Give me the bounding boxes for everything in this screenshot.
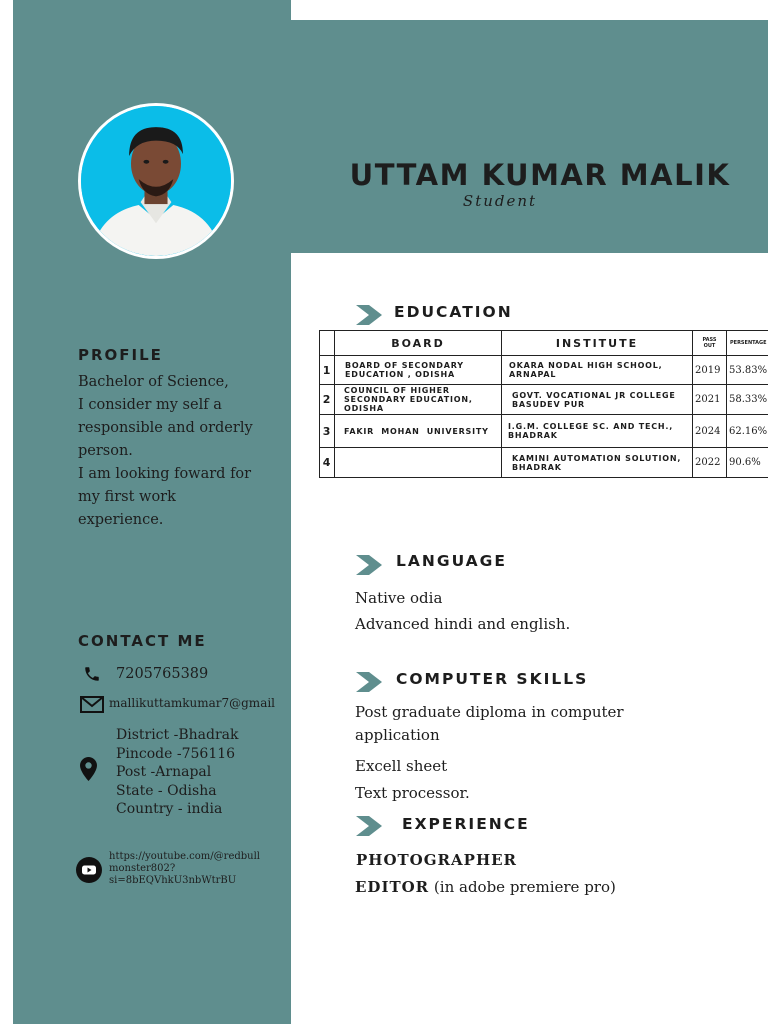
profile-line: Bachelor of Science, xyxy=(78,374,229,390)
row-number: 3 xyxy=(320,415,335,448)
chevron-right-icon xyxy=(356,555,382,575)
table-header-row xyxy=(320,331,768,356)
contact-heading: CONTACT ME xyxy=(78,632,207,650)
row-number: 4 xyxy=(320,448,335,478)
education-heading: EDUCATION xyxy=(394,303,513,321)
skill-item: Text processor. xyxy=(355,784,470,802)
language-heading: LANGUAGE xyxy=(396,552,507,570)
experience-detail: (in adobe premiere pro) xyxy=(429,878,616,896)
person-name: UTTAM KUMAR MALIK xyxy=(349,158,731,192)
board-cell xyxy=(335,448,502,478)
table-row xyxy=(320,356,768,385)
youtube-link-line: monster802? xyxy=(109,863,176,874)
table-row xyxy=(320,415,768,448)
youtube-link[interactable] xyxy=(109,851,260,887)
education-table xyxy=(319,330,768,478)
institute-line: KAMINI AUTOMATION SOLUTION, xyxy=(512,453,682,463)
table-header-cell: PASS OUT xyxy=(693,331,727,356)
profile-photo xyxy=(78,103,234,259)
year-cell: 2021 xyxy=(693,385,727,415)
institute-cell xyxy=(502,448,693,478)
table-row xyxy=(320,448,768,478)
youtube-icon[interactable] xyxy=(76,857,102,883)
row-number: 2 xyxy=(320,385,335,415)
year-cell: 2022 xyxy=(693,448,727,478)
language-item: Advanced hindi and english. xyxy=(355,615,571,633)
experience-item xyxy=(355,878,616,896)
profile-line: I am looking foward for xyxy=(78,466,252,482)
computer-skills-heading: COMPUTER SKILLS xyxy=(396,670,589,688)
youtube-link-line: https://youtube.com/@redbull xyxy=(109,851,260,862)
row-number: 1 xyxy=(320,356,335,385)
skill-item: Post graduate diploma in computer xyxy=(355,703,624,721)
institute-line: I.G.M. COLLEGE SC. AND TECH., xyxy=(508,422,674,431)
skill-item: Excell sheet xyxy=(355,757,448,775)
mail-icon xyxy=(80,696,104,713)
profile-line: person. xyxy=(78,443,133,459)
percent-cell: 90.6% xyxy=(727,448,768,478)
chevron-right-icon xyxy=(356,672,382,692)
address-line: Post -Arnapal xyxy=(116,764,212,780)
table-header-cell: BOARD xyxy=(335,331,502,356)
board-cell xyxy=(335,356,502,385)
profile-line: my first work xyxy=(78,489,176,505)
year-cell: 2024 xyxy=(693,415,727,448)
person-portrait-icon xyxy=(81,106,231,256)
board-cell xyxy=(335,385,502,415)
experience-heading: EXPERIENCE xyxy=(402,815,530,833)
address-line: District -Bhadrak xyxy=(116,727,239,743)
board-cell xyxy=(335,415,502,448)
address-line: State - Odisha xyxy=(116,782,217,799)
profile-description xyxy=(78,371,278,532)
institute-line: OKARA NODAL HIGH SCHOOL, xyxy=(509,361,663,370)
board-line: COUNCIL OF HIGHER xyxy=(344,386,450,395)
institute-line: BHADRAK xyxy=(508,431,558,440)
year-cell: 2019 xyxy=(693,356,727,385)
profile-heading: PROFILE xyxy=(78,346,163,364)
email-address[interactable]: mallikuttamkumar7@gmail xyxy=(109,696,276,710)
board-line: SECONDARY EDUCATION, xyxy=(344,395,473,404)
percent-cell: 53.83% xyxy=(727,356,768,385)
chevron-right-icon xyxy=(356,305,382,325)
profile-line: I consider my self a xyxy=(78,397,222,413)
board-line: FAKIR MOHAN UNIVERSITY xyxy=(344,426,489,436)
table-row xyxy=(320,385,768,415)
language-item: Native odia xyxy=(355,589,443,607)
percent-cell: 62.16% xyxy=(727,415,768,448)
institute-line: BASUDEV PUR xyxy=(512,399,585,409)
board-line: ODISHA xyxy=(344,404,384,413)
experience-title: EDITOR xyxy=(355,878,430,896)
address-block xyxy=(116,726,238,819)
institute-line: ARNAPAL xyxy=(509,370,557,379)
experience-title: PHOTOGRAPHER xyxy=(356,851,518,869)
board-line: EDUCATION , ODISHA xyxy=(345,370,456,379)
skill-item: application xyxy=(355,726,440,744)
profile-line: experience. xyxy=(78,512,164,528)
institute-line: GOVT. VOCATIONAL JR COLLEGE xyxy=(512,390,676,400)
youtube-link-line: si=8bEQVhkU3nbWtrBU xyxy=(109,875,237,886)
table-header-cell xyxy=(320,331,335,356)
person-role: Student xyxy=(462,192,538,210)
percent-cell: 58.33% xyxy=(727,385,768,415)
institute-cell xyxy=(502,356,693,385)
address-line: Country - india xyxy=(116,801,223,817)
header-band xyxy=(291,20,768,253)
chevron-right-icon xyxy=(356,816,382,836)
phone-number[interactable]: 7205765389 xyxy=(116,666,209,682)
table-header-cell: PERSENTAGE xyxy=(727,331,768,356)
address-line: Pincode -756116 xyxy=(116,745,236,762)
location-pin-icon xyxy=(80,757,97,781)
institute-line: BHADRAK xyxy=(512,462,562,472)
board-line: BOARD OF SECONDARY xyxy=(345,361,464,370)
institute-cell xyxy=(502,415,693,448)
table-header-cell: INSTITUTE xyxy=(502,331,693,356)
profile-line: responsible and orderly xyxy=(78,420,253,436)
phone-icon xyxy=(83,665,101,683)
institute-cell xyxy=(502,385,693,415)
